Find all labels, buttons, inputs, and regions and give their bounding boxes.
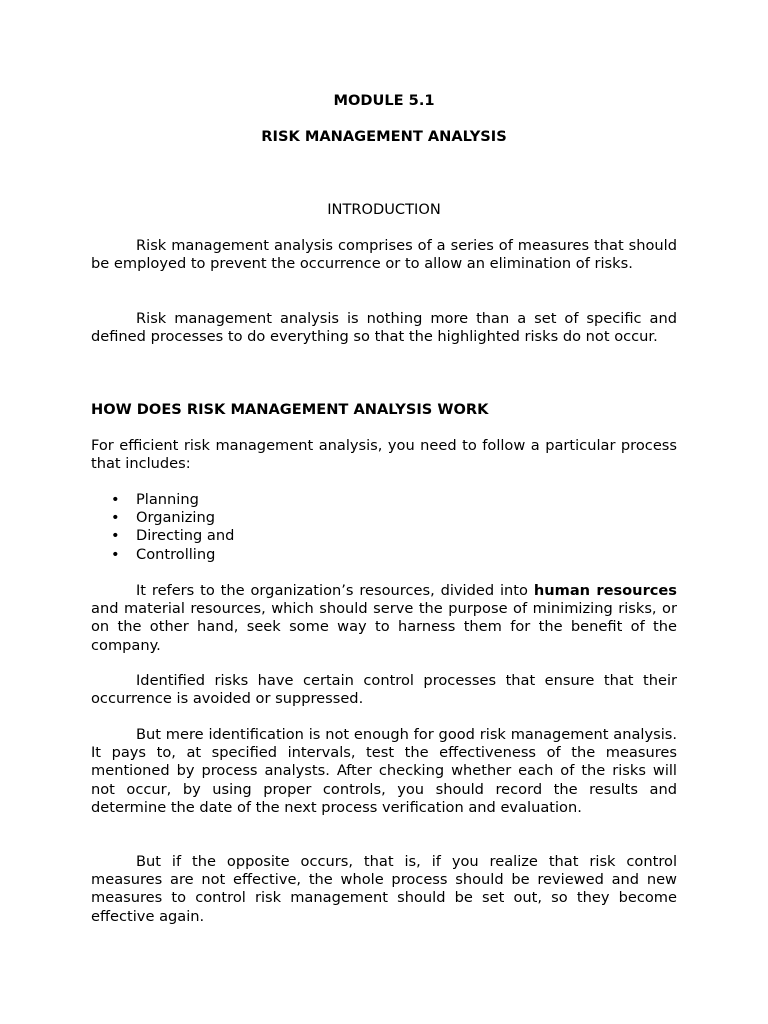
identification-paragraph: But mere identification is not enough for good risk management analysis. It pays to, at specified intervals, test the effectiveness of the measures mentioned by process analysts. After checking whether each of the risks will not occur, by using proper controls, you should record the results and determine the date of the next process verification and evaluation. bbox=[91, 726, 677, 816]
bullet-icon: • bbox=[111, 509, 120, 527]
resources-bold-term: human resources bbox=[533, 582, 677, 599]
list-item bbox=[91, 491, 234, 509]
document-title: RISK MANAGEMENT ANALYSIS bbox=[261, 128, 507, 145]
bullet-icon: • bbox=[111, 491, 120, 508]
section-lead-paragraph: For efficient risk management analysis, you need to follow a particular process that includes: bbox=[91, 437, 677, 473]
resources-paragraph bbox=[91, 582, 677, 655]
list-item bbox=[91, 509, 234, 527]
module-number: MODULE 5.1 bbox=[333, 92, 435, 109]
section-heading: HOW DOES RISK MANAGEMENT ANALYSIS WORK bbox=[91, 401, 489, 418]
list-item-label: Organizing bbox=[136, 509, 215, 527]
control-paragraph: Identified risks have certain control processes that ensure that their occurrence is avoided or suppressed. bbox=[91, 672, 677, 708]
review-paragraph: But if the opposite occurs, that is, if you realize that risk control measures are not effective, the whole process should be reviewed and new measures to control risk management should be set out, so they become effective again. bbox=[91, 853, 677, 925]
intro-paragraph-1: Risk management analysis comprises of a series of measures that should be employed to prevent the occurrence or to allow an elimination of risks. bbox=[91, 237, 677, 273]
list-item bbox=[91, 546, 234, 564]
bullet-icon: • bbox=[111, 527, 120, 545]
resources-text-before: It refers to the organization’s resources, divided into bbox=[136, 582, 534, 599]
list-item-label: Directing and bbox=[136, 527, 235, 545]
introduction-heading: INTRODUCTION bbox=[327, 201, 441, 218]
process-bullet-list bbox=[91, 491, 234, 564]
intro-paragraph-2: Risk management analysis is nothing more than a set of specific and defined processes to do everything so that the highlighted risks do not occur. bbox=[91, 310, 677, 346]
list-item-label: Planning bbox=[136, 491, 199, 508]
resources-text-after: and material resources, which should serve the purpose of minimizing risks, or on the other hand, seek some way to harness them for the benefit of the company. bbox=[91, 600, 677, 654]
list-item bbox=[91, 527, 234, 545]
bullet-icon: • bbox=[111, 545, 120, 563]
list-item-label: Controlling bbox=[136, 545, 216, 563]
